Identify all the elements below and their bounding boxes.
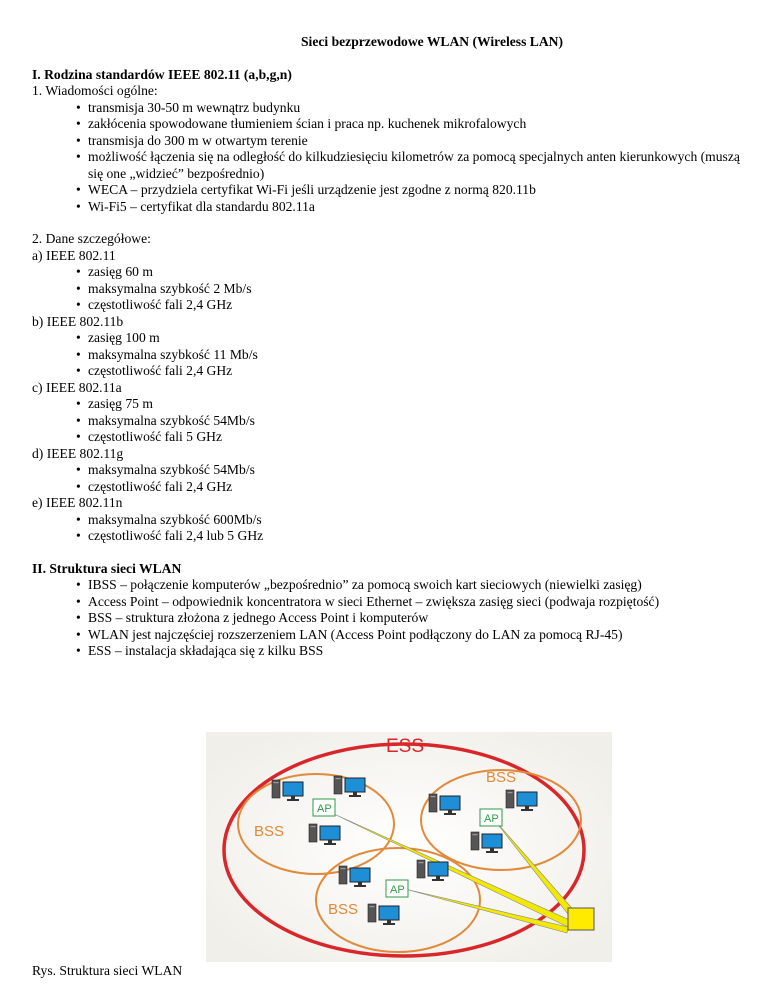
standard-list: [32, 462, 752, 495]
section1-sub2: 2. Dane szczegółowe:: [32, 231, 151, 246]
standard-list: [32, 264, 752, 314]
figure-caption: Rys. Struktura sieci WLAN: [32, 963, 183, 978]
standard-list: [32, 512, 752, 545]
ap-label-bottom: AP: [390, 884, 405, 896]
list-item: • WLAN jest najczęściej rozszerzeniem LAN (Access Point podłączony do LAN za pomocą RJ-45): [32, 627, 752, 644]
list-item: • maksymalna szybkość 54Mb/s: [32, 462, 752, 479]
list-item: • zasięg 100 m: [32, 330, 752, 347]
list-item: • BSS – struktura złożona z jednego Access Point i komputerów: [32, 610, 752, 627]
document-page: [32, 34, 752, 660]
section2-heading: II. Struktura sieci WLAN: [32, 560, 182, 576]
standard-label: d) IEEE 802.11g: [32, 445, 124, 461]
list-item: • IBSS – połączenie komputerów „bezpośrednio” za pomocą swoich kart sieciowych (niewielki zasięg): [32, 577, 752, 594]
list-item: • częstotliwość fali 2,4 GHz: [32, 479, 752, 496]
section1-sub1: 1. Wiadomości ogólne:: [32, 83, 158, 98]
wlan-diagram: [206, 732, 612, 962]
list-item: • częstotliwość fali 2,4 GHz: [32, 297, 752, 314]
general-list: [32, 100, 752, 216]
lan-box: [568, 908, 594, 930]
standard-label: b) IEEE 802.11b: [32, 313, 124, 329]
bss-label-left: BSS: [254, 823, 285, 840]
standard-label: c) IEEE 802.11a: [32, 379, 122, 395]
list-item: • zasięg 75 m: [32, 396, 752, 413]
wlan-structure-figure: [206, 732, 612, 962]
list-item: • maksymalna szybkość 2 Mb/s: [32, 281, 752, 298]
ess-label: ESS: [386, 736, 425, 757]
list-item: • zakłócenia spowodowane tłumieniem ścian i praca np. kuchenek mikrofalowych: [32, 116, 752, 133]
list-item: • Wi-Fi5 – certyfikat dla standardu 802.11a: [32, 199, 752, 216]
list-item: • transmisja do 300 m w otwartym terenie: [32, 133, 752, 150]
list-item: • ESS – instalacja składająca się z kilku BSS: [32, 643, 752, 660]
list-item: • maksymalna szybkość 600Mb/s: [32, 512, 752, 529]
standard-list: [32, 330, 752, 380]
list-item: • zasięg 60 m: [32, 264, 752, 281]
standard-list: [32, 396, 752, 446]
list-item: • maksymalna szybkość 11 Mb/s: [32, 347, 752, 364]
structure-list: [32, 577, 752, 660]
list-item: • częstotliwość fali 5 GHz: [32, 429, 752, 446]
ap-label-right: AP: [484, 813, 499, 825]
document-title: Sieci bezprzewodowe WLAN (Wireless LAN): [300, 34, 564, 49]
list-item: • transmisja 30-50 m wewnątrz budynku: [32, 100, 752, 117]
list-item: • częstotliwość fali 2,4 GHz: [32, 363, 752, 380]
bss-label-right: BSS: [486, 769, 517, 786]
standard-label: e) IEEE 802.11n: [32, 495, 123, 510]
section1-heading: I. Rodzina standardów IEEE 802.11 (a,b,g,n): [32, 66, 292, 82]
list-item: • możliwość łączenia się na odległość do kilkudziesięciu kilometrów za pomocą specjalnych anten kierunkowych (muszą się one „widzieć” bezpośrednio): [32, 149, 752, 182]
list-item: • maksymalna szybkość 54Mb/s: [32, 413, 752, 430]
list-item: • Access Point – odpowiednik koncentratora w sieci Ethernet – zwiększa zasięg sieci (podwaja rozpiętość): [32, 594, 752, 611]
bss-label-bottom: BSS: [328, 901, 359, 918]
ap-label-left: AP: [317, 803, 332, 815]
list-item: • WECA – przydziela certyfikat Wi-Fi jeśli urządzenie jest zgodne z normą 820.11b: [32, 182, 752, 199]
list-item: • częstotliwość fali 2,4 lub 5 GHz: [32, 528, 752, 545]
standard-label: a) IEEE 802.11: [32, 247, 116, 263]
